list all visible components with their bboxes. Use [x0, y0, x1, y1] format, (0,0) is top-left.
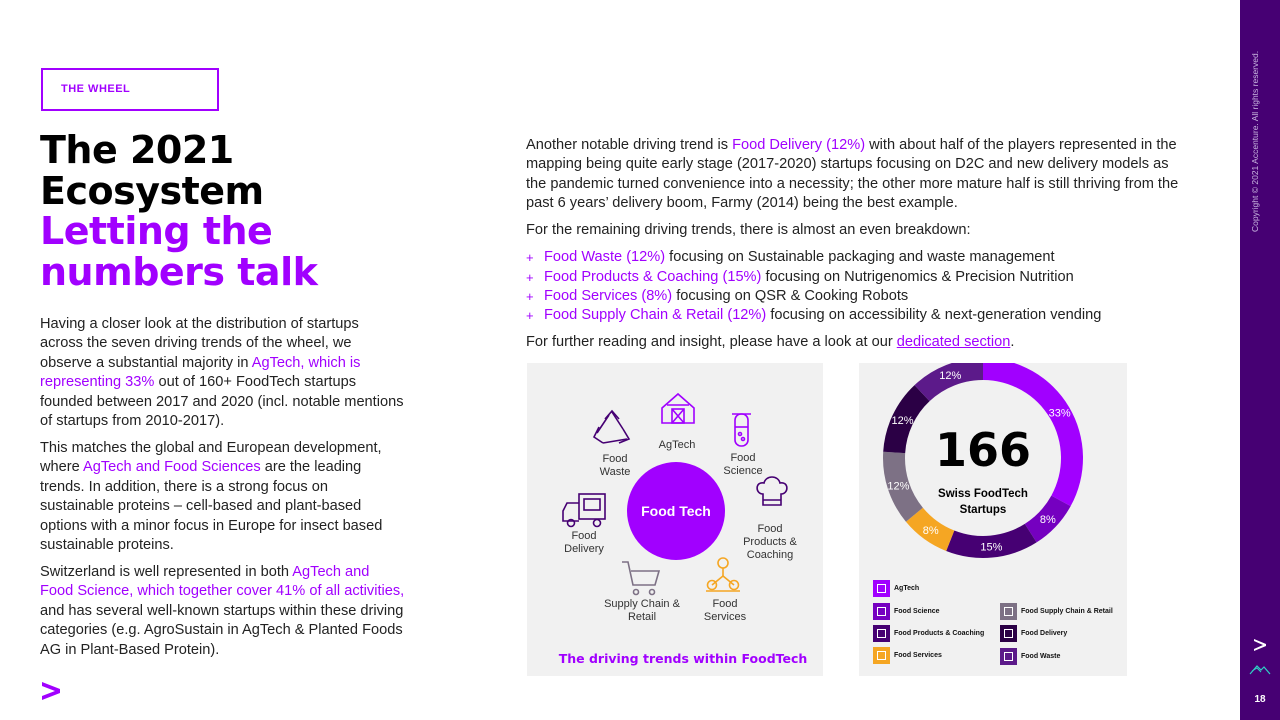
- highlight-text: AgTech and Food Science, which together cover 41% of all activities,: [40, 564, 405, 600]
- right-body-text: [526, 136, 1186, 360]
- chef-hat-icon: [873, 625, 890, 642]
- right-paragraph-1: [526, 136, 1186, 214]
- trend-bullet-list: [526, 248, 1186, 326]
- recycle-icon: [594, 411, 629, 443]
- list-item: [526, 287, 1186, 306]
- legend-item: [873, 579, 919, 597]
- text-run: out of 160+ FoodTech startups founded between 2017 and 2020 (incl. notable mentions of startups from 2010-2017).: [40, 374, 404, 430]
- barn-icon: [662, 394, 694, 423]
- highlight-text: Food Products & Coaching (15%): [544, 268, 762, 285]
- title-line-2: Ecosystem: [40, 168, 264, 213]
- text-run: Another notable driving trend is: [526, 137, 733, 153]
- robot-icon: [706, 558, 740, 591]
- donut-segment-label: 12%: [939, 370, 962, 383]
- text-run: This matches the global and European development, where: [40, 440, 382, 476]
- right-paragraph-3: [526, 333, 1186, 352]
- list-item: [526, 306, 1186, 325]
- donut-segment-label: 8%: [1039, 513, 1056, 526]
- legend-item: [1000, 624, 1067, 642]
- text-run: focusing on accessibility & next-generation vending: [766, 307, 1102, 324]
- accenture-logo-icon: [40, 680, 62, 702]
- trends-wheel-graphic: [527, 363, 823, 676]
- donut-subtitle-2: Startups: [959, 504, 1007, 516]
- label-food-delivery: Food Delivery: [564, 530, 604, 555]
- left-paragraph-1: [40, 315, 405, 431]
- legend-label: Food Delivery: [1021, 629, 1068, 637]
- test-tube-icon: [873, 603, 890, 620]
- sidebar-logo-icon: [1253, 638, 1267, 652]
- cart-icon: [622, 562, 659, 595]
- barn-icon: [873, 580, 890, 597]
- test-tube-icon: [732, 414, 751, 446]
- text-run: and has several well-known startups within these driving categories (e.g. AgroSustain in AgTech & Planted Foods AG in Plant-Based Protein).: [40, 602, 404, 658]
- text-run: Switzerland is well represented in both: [40, 564, 293, 581]
- label-agtech: AgTech: [658, 439, 696, 451]
- plus-icon: +: [526, 308, 534, 324]
- plus-icon: +: [526, 250, 534, 266]
- label-food-products: Food Products & Coaching: [743, 523, 797, 561]
- donut-segment-label: 15%: [980, 541, 1003, 554]
- cart-icon: [1000, 603, 1017, 620]
- highlight-text: AgTech and Food Sciences: [83, 459, 261, 476]
- dedicated-section-link[interactable]: dedicated section: [896, 334, 1011, 351]
- legend-item: [1000, 602, 1113, 620]
- legend-item: [873, 646, 942, 664]
- legend-label: AgTech: [894, 584, 920, 592]
- legend-label: Food Waste: [1021, 652, 1061, 660]
- right-paragraph-2: For the remaining driving trends, there is almost an even breakdown:: [526, 222, 971, 239]
- highlight-text: Food Waste (12%): [544, 249, 666, 266]
- copyright-text: Copyright © 2021 Accenture. All rights reserved.: [1250, 50, 1260, 232]
- text-run: focusing on QSR & Cooking Robots: [672, 288, 909, 305]
- section-tag: [41, 68, 219, 111]
- plus-icon: +: [526, 289, 534, 305]
- donut-segment-label: 12%: [887, 480, 910, 493]
- highlight-text: AgTech, which is representing 33%: [40, 354, 361, 391]
- donut-segment-label: 8%: [922, 525, 939, 538]
- title-line-3: Letting the: [40, 209, 273, 253]
- donut-segment-label: 12%: [891, 415, 914, 428]
- label-food-services: Food Services: [703, 598, 747, 623]
- legend-item: [873, 602, 940, 620]
- text-run: with about half of the players represented in the mapping being quite early stage (2017-2020) startups focusing on D2C and new delivery models as the pandemic turned convenience into a necessity; the other more mature half is still thriving from the past 6 years’ delivery boom, Farmy (2014) being the best example.: [526, 137, 1179, 212]
- text-run: For further reading and insight, please have a look at our: [526, 334, 897, 351]
- page-title: [40, 130, 470, 292]
- list-item: [526, 268, 1186, 287]
- highlight-text: Food Services (8%): [544, 288, 673, 305]
- text-run: focusing on Nutrigenomics & Precision Nutrition: [761, 268, 1074, 285]
- highlight-text: Food Supply Chain & Retail (12%): [544, 307, 767, 324]
- left-body-text: [40, 315, 405, 668]
- driving-trends-panel: [527, 363, 823, 676]
- legend-label: Food Services: [894, 651, 942, 659]
- legend-item: [873, 624, 984, 642]
- label-food-science: Food Science: [723, 452, 763, 477]
- text-run: are the leading trends. In addition, there is a strong focus on sustainable proteins – cell-based and plant-based options with a minor focus in Europe for insect based sustainable proteins.: [40, 459, 383, 554]
- title-line-1: The 2021: [40, 128, 234, 172]
- legend-item: [1000, 647, 1060, 665]
- section-tag-label: THE WHEEL: [61, 83, 131, 95]
- wheel-caption: The driving trends within FoodTech: [558, 651, 808, 666]
- left-paragraph-3: [40, 563, 405, 660]
- recycle-icon: [1000, 648, 1017, 665]
- label-food-waste: Food Waste: [599, 453, 631, 478]
- text-run: .: [1010, 334, 1015, 351]
- donut-subtitle-1: Swiss FoodTech: [938, 488, 1028, 500]
- donut-segment-label: 33%: [1048, 407, 1071, 420]
- highlight-text: Food Delivery (12%): [732, 137, 866, 153]
- list-item: [526, 248, 1186, 267]
- chef-hat-icon: [757, 477, 787, 505]
- truck-icon: [1000, 625, 1017, 642]
- robot-icon: [873, 647, 890, 664]
- legend-label: Food Science: [894, 607, 940, 615]
- mountain-icon: [1249, 662, 1271, 676]
- text-run: Having a closer look at the distribution of startups across the seven driving trends of the wheel, we observe a substantial majority in: [40, 316, 359, 371]
- text-run: focusing on Sustainable packaging and waste management: [665, 249, 1055, 266]
- plus-icon: +: [526, 269, 534, 285]
- legend-label: Food Supply Chain & Retail: [1021, 607, 1113, 615]
- truck-icon: [563, 494, 605, 527]
- donut-chart-panel: [859, 363, 1127, 676]
- legend-label: Food Products & Coaching: [894, 629, 985, 637]
- food-tech-center-label: Food Tech: [641, 503, 711, 519]
- page-number: 18: [1254, 694, 1266, 705]
- title-line-4: numbers talk: [40, 249, 318, 294]
- left-paragraph-2: [40, 439, 405, 555]
- donut-total: 166: [934, 423, 1032, 477]
- right-sidebar: [1240, 0, 1280, 720]
- label-supply-chain: Supply Chain & Retail: [604, 598, 680, 623]
